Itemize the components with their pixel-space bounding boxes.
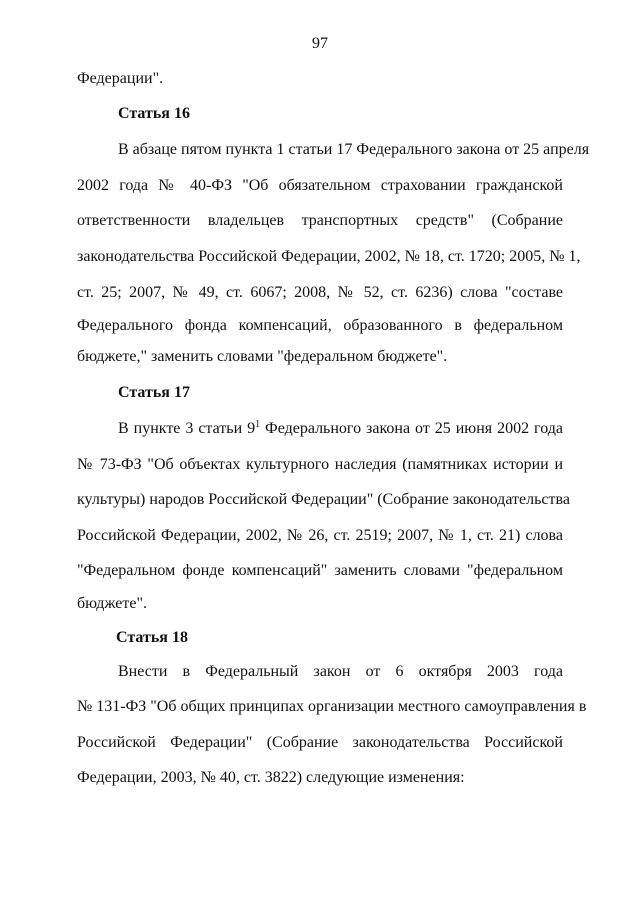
article-18-line: № 131-ФЗ "Об общих принципах организации местного самоуправления в [77,698,587,715]
article-17-line: Российской Федерации, 2002, № 26, ст. 2519; 2007, № 1, ст. 21) слова [77,527,563,544]
article-16-line: бюджете," заменить словами "федеральном бюджете". [77,348,448,365]
article-18-heading: Статья 18 [116,629,188,646]
article-17-line: бюджете". [77,595,147,612]
article-16-line: Федерального фонда компенсаций, образованного в федеральном [77,317,563,334]
article-16-line: В абзаце пятом пункта 1 статьи 17 Федерального закона от 25 апреля [118,141,590,158]
article-16-line: ответственности владельцев транспортных средств" (Собрание [77,212,563,229]
article-16-line: законодательства Российской Федерации, 2002, № 18, ст. 1720; 2005, № 1, [77,248,581,265]
article-17-line: культуры) народов Российской Федерации" (Собрание законодательства [77,491,570,508]
article-18-line: Федерации, 2003, № 40, ст. 3822) следующие изменения: [77,769,465,786]
article-17-line-end: Федерального закона от 25 июня 2002 года [260,420,563,437]
article-17-line-start: В пункте 3 статьи 9 [118,420,256,437]
article-16-heading: Статья 16 [118,105,190,122]
page-number: 97 [312,35,328,52]
article-17-line: № 73-ФЗ "Об объектах культурного наследия (памятниках истории и [77,456,563,473]
article-17-superscript: 1 [255,419,261,430]
intro-line: Федерации". [77,70,164,87]
article-18-line: Внести в Федеральный закон от 6 октября 2003 года [118,663,563,680]
article-16-line: 2002 года № 40-ФЗ "Об обязательном страховании гражданской [77,177,563,194]
article-17-line [118,419,563,439]
article-17-heading: Статья 17 [118,384,190,401]
article-18-line: Российской Федерации" (Собрание законодательства Российской [77,734,563,751]
article-17-line: "Федеральном фонде компенсаций" заменить словами "федеральном [77,562,563,579]
article-16-line: ст. 25; 2007, № 49, ст. 6067; 2008, № 52, ст. 6236) слова "составе [77,284,563,301]
